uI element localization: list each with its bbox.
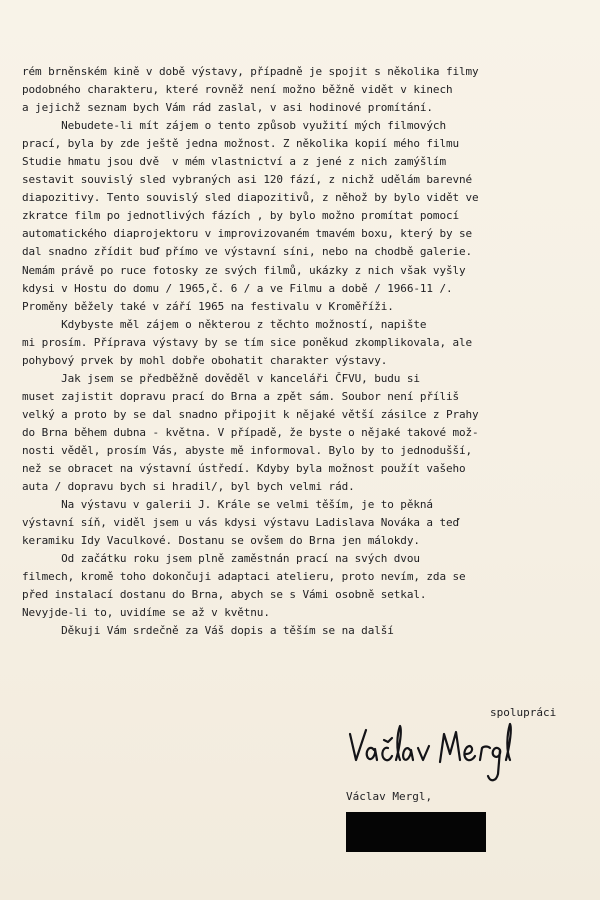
closing-word: spolupráci (490, 706, 557, 719)
letter-line: Studie hmatu jsou dvě v mém vlastnictví a z jené z nich zamýšlím (22, 155, 446, 169)
letter-line: Jak jsem se předběžně dověděl v kanceláři ČFVU, budu si (22, 371, 420, 385)
letter-line: dal snadno zřídit buď přímo ve výstavní síni, nebo na chodbě galerie. (22, 245, 473, 259)
letter-line: Děkuji Vám srdečně za Váš dopis a těším se na další (22, 624, 394, 638)
letter-body (22, 63, 592, 641)
letter-line: mi prosím. Příprava výstavy by se tím sice poněkud zkomplikovala, ale (22, 335, 473, 349)
letter-line: Proměny běžely také v září 1965 na festivalu v Kroměříži. (22, 299, 394, 313)
letter-line: Od začátku roku jsem plně zaměstnán prací na svých dvou (22, 552, 420, 566)
letter-line: než se obracet na výstavní ústředí. Kdyby byla možnost použít vašeho (22, 462, 466, 476)
letter-line: Nevyjde-li to, uvidíme se až v květnu. (22, 606, 270, 620)
letter-line: keramiku Idy Vaculkové. Dostanu se ovšem do Brna jen málokdy. (22, 534, 420, 548)
letter-line: diapozitivy. Tento souvislý sled diapozitivů, z něhož by bylo vidět ve (22, 191, 479, 205)
letter-line: zkratce film po jednotlivých fázích , by bylo možno promítat pomocí (22, 209, 460, 223)
letter-line: sestavit souvislý sled vybraných asi 120 fází, z nichž udělám barevné (22, 173, 473, 187)
typed-signature-name: Václav Mergl, (346, 790, 433, 803)
handwritten-signature (344, 716, 524, 788)
letter-line: rém brněnském kině v době výstavy, případně je spojit s několika filmy (22, 65, 479, 78)
letter-line: filmech, kromě toho dokončuji adaptaci atelieru, proto nevím, zda se (22, 570, 466, 584)
letter-line: prací, byla by zde ještě jedna možnost. Z několika kopií mého filmu (22, 137, 460, 151)
letter-line: pohybový prvek by mohl dobře obohatit charakter výstavy. (22, 353, 388, 367)
letter-line: velký a proto by se dal snadno připojit k nějaké větší zásilce z Prahy (22, 407, 479, 421)
letter-line: Kdybyste měl zájem o některou z těchto možností, napište (22, 317, 427, 331)
letter-line: automatického diaprojektoru v improvizovaném tmavém boxu, který by se (22, 227, 473, 241)
redaction-bar (346, 812, 486, 852)
letter-line: Nebudete-li mít zájem o tento způsob využití mých filmových (22, 119, 446, 133)
letter-line: Nemám právě po ruce fotosky ze svých filmů, ukázky z nich však vyšly (22, 263, 466, 277)
letter-line: Na výstavu v galerii J. Krále se velmi těším, je to pěkná (22, 498, 433, 512)
signature-drawing (344, 716, 524, 788)
letter-line: podobného charakteru, které rovněž není možno běžně vidět v kinech (22, 83, 453, 97)
letter-line: výstavní síň, viděl jsem u vás kdysi výstavu Ladislava Nováka a teď (22, 516, 460, 530)
letter-line: před instalací dostanu do Brna, abych se s Vámi osobně setkal. (22, 588, 427, 602)
letter-line: do Brna během dubna - května. V případě, že byste o nějaké takové mož- (22, 425, 479, 439)
letter-line: auta / dopravu bych si hradil/, byl bych velmi rád. (22, 480, 355, 494)
letter-line: kdysi v Hostu do domu / 1965,č. 6 / a ve Filmu a době / 1966-11 /. (22, 281, 453, 295)
letter-line: a jejichž seznam bych Vám rád zaslal, v asi hodinové promítání. (22, 101, 433, 115)
letter-line: muset zajistit dopravu prací do Brna a zpět sám. Soubor není příliš (22, 389, 460, 403)
letter-line: nosti věděl, prosím Vás, abyste mě informoval. Bylo by to jednodušší, (22, 443, 473, 457)
